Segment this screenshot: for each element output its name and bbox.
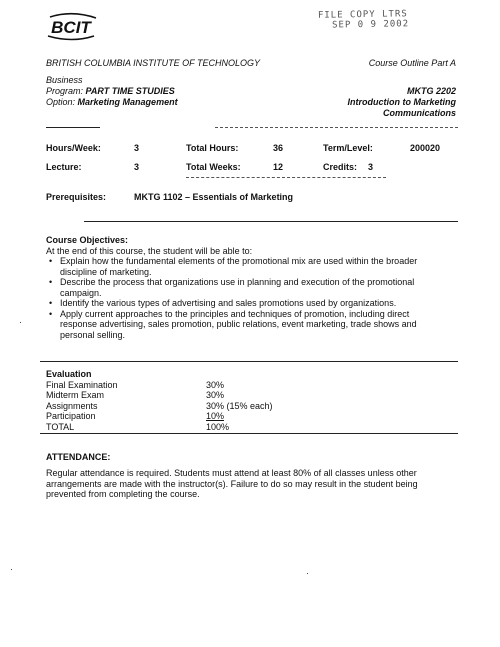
- evaluation-item: Midterm Exam: [46, 390, 105, 401]
- evaluation-table: [46, 369, 273, 433]
- evaluation-item: Assignments: [46, 400, 98, 411]
- objectives-list: [46, 256, 458, 340]
- term-level-value: 200020: [410, 143, 441, 153]
- logo-text: BCIT: [51, 18, 91, 37]
- evaluation-item: Participation: [46, 411, 96, 422]
- attendance-title: ATTENDANCE:: [46, 452, 111, 462]
- program-value: PART TIME STUDIES: [85, 86, 175, 96]
- objective-item: [60, 256, 458, 277]
- option-value: Marketing Management: [77, 97, 178, 107]
- course-title-line-1: Introduction to Marketing: [347, 97, 456, 107]
- divider-line: [215, 127, 458, 128]
- hours-week-label: Hours/Week:: [46, 143, 101, 153]
- evaluation-weight: 100%: [206, 421, 230, 432]
- objective-item: [60, 298, 458, 309]
- prerequisites-label: Prerequisites:: [46, 192, 107, 202]
- objective-text: discipline of marketing.: [60, 266, 152, 277]
- objective-text: personal selling.: [60, 329, 126, 340]
- objective-text: campaign.: [60, 287, 102, 298]
- attendance-line: prevented from completing the course.: [46, 489, 200, 499]
- option-line: [46, 97, 178, 107]
- objective-text: • Identify the various types of advertising and sales promotions used by organizations.: [60, 298, 397, 308]
- divider-line: [46, 127, 100, 128]
- bcit-logo: [44, 12, 100, 42]
- divider-line: [40, 433, 458, 434]
- evaluation-weight: 10%: [206, 411, 225, 422]
- attendance-text: [46, 468, 458, 500]
- evaluation-row: [46, 401, 273, 412]
- scan-speck: [307, 573, 308, 574]
- evaluation-item: TOTAL: [46, 421, 75, 432]
- course-title-line-2: Communications: [382, 108, 456, 118]
- evaluation-item: Final Examination: [46, 379, 118, 390]
- objectives-title: Course Objectives:: [46, 235, 129, 245]
- hours-week-value: 3: [134, 143, 140, 153]
- objective-item: [60, 277, 458, 298]
- lecture-value: 3: [134, 162, 140, 172]
- objective-text: response advertising, sales promotion, public relations, event marketing, trade shows and: [60, 319, 417, 329]
- total-hours-value: 36: [273, 143, 284, 153]
- outline-label: Course Outline Part A: [368, 58, 456, 68]
- evaluation-title: Evaluation: [46, 369, 92, 379]
- evaluation-weight: 30%: [206, 390, 225, 401]
- evaluation-row: [46, 390, 273, 401]
- program-label: Program:: [46, 86, 84, 96]
- divider-line: [84, 221, 458, 222]
- program-line: [46, 86, 175, 96]
- evaluation-total-row: [46, 422, 273, 433]
- divider-line: [186, 177, 386, 178]
- objective-text: • Apply current approaches to the principles and techniques of promotion, including direct: [60, 308, 410, 319]
- course-code: MKTG 2202: [406, 86, 456, 96]
- course-objectives: [46, 235, 458, 340]
- objective-item: [60, 309, 458, 341]
- objectives-intro: At the end of this course, the student will be able to:: [46, 245, 253, 256]
- objective-text: • Explain how the fundamental elements of the promotional mix are used within the broader: [60, 256, 418, 266]
- stamp-line-1: FILE COPY LTRS: [317, 9, 408, 21]
- stamp-line-2: SEP 0 9 2002: [332, 19, 410, 31]
- evaluation-weight: 30%: [206, 379, 225, 390]
- term-level-label: Term/Level:: [323, 143, 373, 153]
- scan-speck: [11, 569, 12, 570]
- evaluation-weight: 30% (15% each): [206, 400, 273, 411]
- attendance-line: arrangements are made with the instructor(s). Failure to do so may result in the student being: [46, 478, 418, 489]
- total-weeks-value: 12: [273, 162, 284, 172]
- evaluation-row: [46, 411, 273, 422]
- divider-line: [40, 361, 458, 362]
- option-label: Option:: [46, 97, 76, 107]
- institute-name: BRITISH COLUMBIA INSTITUTE OF TECHNOLOGY: [46, 58, 261, 68]
- prerequisites-value: MKTG 1102 – Essentials of Marketing: [134, 192, 294, 202]
- scan-speck: [20, 322, 21, 323]
- lecture-label: Lecture:: [46, 162, 82, 172]
- total-hours-label: Total Hours:: [186, 143, 239, 153]
- evaluation-row: [46, 380, 273, 391]
- received-stamp: [318, 9, 409, 31]
- total-weeks-label: Total Weeks:: [186, 162, 241, 172]
- attendance-section: [46, 452, 458, 500]
- objective-text: • Describe the process that organizations use in planning and execution of the promotional: [60, 277, 415, 287]
- credits-value: 3: [368, 162, 374, 172]
- credits-label: Credits:: [323, 162, 358, 172]
- attendance-line: Regular attendance is required. Students must attend at least 80% of all classes unless other: [46, 468, 417, 478]
- school-name: Business: [46, 75, 83, 85]
